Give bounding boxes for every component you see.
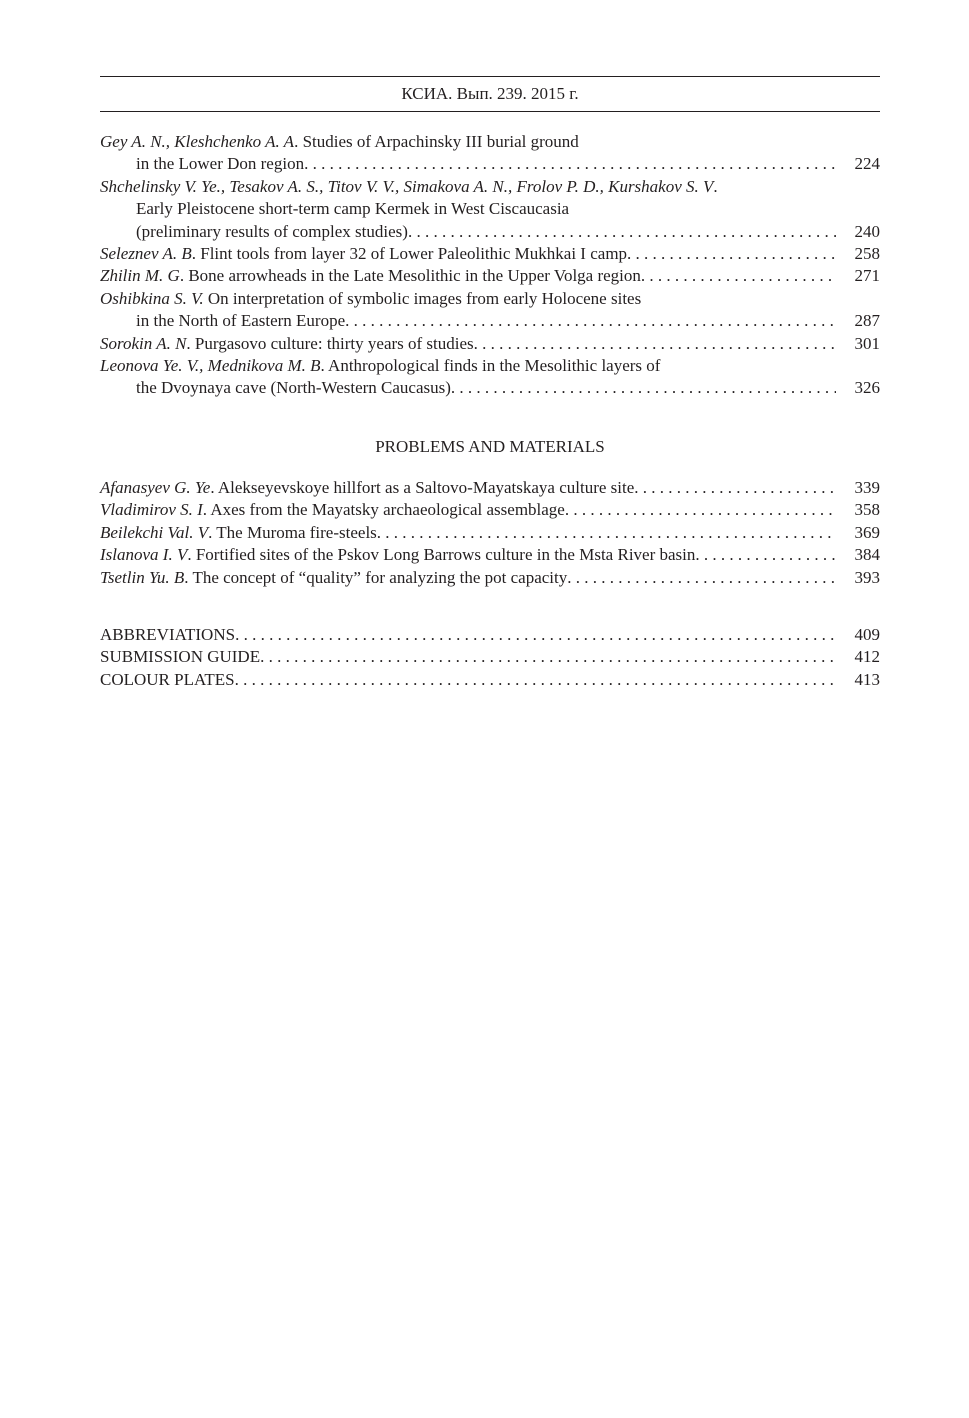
page-number: 358	[854, 500, 880, 520]
dot-leader	[235, 624, 836, 646]
entry-title: On interpretation of symbolic images from early Holocene sites	[203, 288, 642, 308]
page-number: 384	[854, 545, 880, 565]
entry-title: . Purgasovo culture: thirty years of studies	[186, 333, 474, 353]
section-title: PROBLEMS AND MATERIALS	[375, 437, 605, 456]
entry-title: . Fortified sites of the Pskov Long Barrows culture in the Msta River basin	[187, 545, 696, 565]
page-number: 240	[854, 221, 880, 241]
entry-title: .	[713, 176, 718, 196]
entry-title: . The Muroma fire-steels	[208, 522, 377, 542]
toc-entry	[100, 243, 880, 265]
toc-entry	[100, 288, 880, 333]
dot-leader	[304, 153, 836, 175]
page-number: 326	[854, 378, 880, 398]
entry-author: Zhilin M. G	[100, 266, 180, 286]
page-number: 369	[854, 522, 880, 542]
page-number: 339	[854, 478, 880, 497]
entry-author: Seleznev A. B	[100, 243, 192, 263]
toc-entry	[100, 669, 880, 691]
entry-title: SUBMISSION GUIDE	[100, 647, 261, 667]
page-number: 413	[854, 669, 880, 689]
entry-title: ABBREVIATIONS	[100, 625, 236, 644]
toc-entry	[100, 544, 880, 566]
contents-part3	[100, 624, 880, 691]
toc-entry	[100, 333, 880, 355]
page-number: 224	[854, 154, 880, 174]
dot-leader	[634, 477, 836, 499]
entry-title: . Flint tools from layer 32 of Lower Paleolithic Mukhkai I camp	[191, 243, 628, 263]
dot-leader	[641, 265, 836, 287]
dot-leader	[408, 221, 836, 243]
page-number: 271	[854, 266, 880, 286]
toc-entry	[100, 499, 880, 521]
entry-author: Gey A. N., Kleshchenko A. A	[100, 132, 295, 151]
entry-author: Beilekchi Val. V	[100, 522, 209, 542]
entry-title: . Axes from the Mayatsky archaeological assemblage	[202, 500, 565, 520]
entry-author: Afanasyev G. Ye	[100, 478, 211, 497]
entry-author: Shchelinsky V. Ye., Tesakov A. S., Titov V. V., Simakova A. N., Frolov P. D., Kurshakov S. V	[100, 176, 714, 196]
toc-entry	[100, 355, 880, 400]
entry-title-cont: (preliminary results of complex studies)	[136, 221, 408, 241]
toc-entry	[100, 131, 880, 176]
toc-entry	[100, 646, 880, 668]
entry-author: Leonova Ye. V., Mednikova M. B	[100, 355, 321, 375]
contents-part1	[100, 131, 880, 400]
toc-entry	[100, 265, 880, 287]
page-number: 412	[854, 647, 880, 667]
dot-leader	[377, 522, 836, 544]
entry-title-cont: the Dvoynaya cave (North-Western Caucasus)	[136, 378, 451, 398]
dot-leader	[565, 499, 836, 521]
toc-entry	[100, 567, 880, 589]
dot-leader	[345, 310, 836, 332]
running-header: КСИА. Вып. 239. 2015 г.	[401, 84, 579, 103]
entry-title: COLOUR PLATES	[100, 669, 235, 689]
entry-author: Sorokin A. N	[100, 333, 187, 353]
page-number: 409	[854, 625, 880, 644]
entry-title: . Anthropological finds in the Mesolithic layers of	[320, 355, 661, 375]
entry-title: . Bone arrowheads in the Late Mesolithic in the Upper Volga region	[179, 266, 641, 286]
dot-leader	[260, 646, 836, 668]
entry-author: Oshibkina S. V.	[100, 288, 204, 308]
contents-part2	[100, 477, 880, 589]
toc-entry	[100, 176, 880, 243]
dot-leader	[235, 669, 836, 691]
page-number: 393	[854, 567, 880, 587]
page-number: 287	[854, 311, 880, 331]
dot-leader	[695, 544, 836, 566]
dot-leader	[451, 377, 836, 399]
page-number: 301	[854, 333, 880, 353]
page-number: 258	[854, 243, 880, 263]
entry-author: Vladimirov S. I	[100, 500, 203, 520]
entry-title-cont: Early Pleistocene short-term camp Kermek in West Ciscaucasia	[136, 199, 570, 219]
entry-title-cont: in the Lower Don region	[136, 154, 305, 174]
toc-entry	[100, 624, 880, 646]
dot-leader	[474, 333, 836, 355]
entry-author: Islanova I. V	[100, 545, 188, 565]
entry-title: . Alekseyevskoye hillfort as a Saltovo-Mayatskaya culture site	[210, 478, 635, 497]
toc-entry	[100, 522, 880, 544]
entry-title: . Studies of Arpachinsky III burial ground	[294, 132, 579, 151]
entry-title-cont: in the North of Eastern Europe	[136, 311, 346, 331]
dot-leader	[627, 243, 836, 265]
toc-entry	[100, 477, 880, 499]
header-top-rule	[100, 76, 880, 77]
entry-title: . The concept of “quality” for analyzing the pot capacity	[184, 567, 568, 587]
dot-leader	[567, 567, 836, 589]
header-bottom-rule	[100, 111, 880, 112]
entry-author: Tsetlin Yu. B	[100, 567, 185, 587]
